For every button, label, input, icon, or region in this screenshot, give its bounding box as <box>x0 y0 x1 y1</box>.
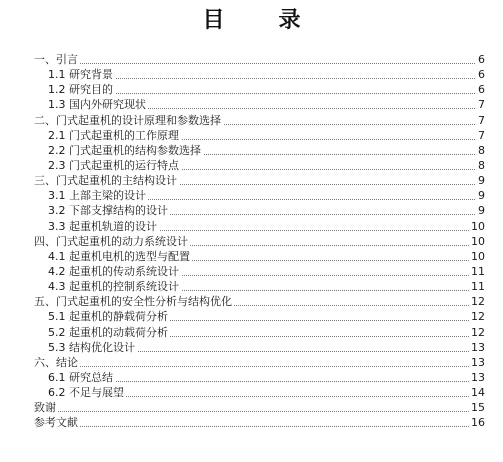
toc-entry-page-number: 6 <box>478 68 485 82</box>
toc-entry-label: 三、门式起重机的主结构设计 <box>34 174 177 188</box>
toc-entry-label: 3.2 下部支撑结构的设计 <box>48 204 168 218</box>
toc-entry[interactable] <box>0 415 503 430</box>
toc-entry-label: 5.1 起重机的静载荷分析 <box>48 310 168 324</box>
toc-entry-label: 3.3 起重机轨道的设计 <box>48 219 157 233</box>
toc-entry[interactable] <box>0 385 503 400</box>
toc-entry-page-number: 10 <box>471 234 485 248</box>
toc-entry-label: 四、门式起重机的动力系统设计 <box>34 234 188 248</box>
toc-entry-page-number: 11 <box>471 280 485 294</box>
toc-entry-label: 5.2 起重机的动载荷分析 <box>48 325 168 339</box>
toc-entry-label: 1.1 研究背景 <box>48 68 113 82</box>
toc-entry-page-number: 9 <box>478 204 485 218</box>
toc-entry[interactable] <box>0 400 503 415</box>
toc-entry-label: 二、门式起重机的设计原理和参数选择 <box>34 113 221 127</box>
toc-entry-page-number: 13 <box>471 370 485 384</box>
toc-entry[interactable] <box>0 340 503 355</box>
toc-entry-page-number: 11 <box>471 264 485 278</box>
toc-entry-page-number: 10 <box>471 249 485 263</box>
toc-entry-label: 六、结论 <box>34 355 78 369</box>
toc-entry[interactable] <box>0 234 503 249</box>
toc-entry-label: 2.3 门式起重机的运行特点 <box>48 158 179 172</box>
toc-entry[interactable] <box>0 188 503 203</box>
toc-entry-page-number: 13 <box>471 340 485 354</box>
toc-entry-label: 4.2 起重机的传动系统设计 <box>48 264 179 278</box>
toc-entry[interactable] <box>0 128 503 143</box>
toc-entry-label: 一、引言 <box>34 53 78 66</box>
toc-entry-page-number: 7 <box>478 128 485 142</box>
toc-entry-page-number: 13 <box>471 355 485 369</box>
toc-entry-label: 5.3 结构优化设计 <box>48 340 135 354</box>
toc-entry-label: 6.1 研究总结 <box>48 370 113 384</box>
toc-entry-label: 1.2 研究目的 <box>48 83 113 97</box>
toc-entry[interactable] <box>0 143 503 158</box>
toc-entry[interactable] <box>0 294 503 309</box>
toc-entry-label: 2.2 门式起重机的结构参数选择 <box>48 143 201 157</box>
toc-entry[interactable] <box>0 309 503 324</box>
toc-entry-page-number: 8 <box>478 158 485 172</box>
toc-entry-label: 1.3 国内外研究现状 <box>48 98 146 112</box>
toc-entry[interactable] <box>0 249 503 264</box>
toc-entry-page-number: 14 <box>471 386 485 400</box>
toc-entry[interactable] <box>0 219 503 234</box>
dot-leader <box>34 400 483 412</box>
toc-entry-label: 致谢 <box>34 401 56 415</box>
toc-entry-page-number: 16 <box>471 416 485 430</box>
toc-entry-label: 6.2 不足与展望 <box>48 386 124 400</box>
toc-entry-label: 五、门式起重机的安全性分析与结构优化 <box>34 295 232 309</box>
toc-entry[interactable] <box>0 97 503 112</box>
toc-entry[interactable] <box>0 325 503 340</box>
toc-entry-page-number: 6 <box>478 53 485 66</box>
toc-entry-page-number: 7 <box>478 113 485 127</box>
toc-entry-page-number: 9 <box>478 189 485 203</box>
toc-entry[interactable] <box>0 203 503 218</box>
toc-entry[interactable] <box>0 279 503 294</box>
toc-entry-page-number: 10 <box>471 219 485 233</box>
toc-entry[interactable] <box>0 173 503 188</box>
toc-list <box>0 52 503 431</box>
dot-leader <box>34 52 483 64</box>
toc-entry-label: 2.1 门式起重机的工作原理 <box>48 128 179 142</box>
toc-entry-page-number: 12 <box>471 325 485 339</box>
toc-entry-label: 4.3 起重机的控制系统设计 <box>48 280 179 294</box>
toc-entry-page-number: 12 <box>471 295 485 309</box>
toc-entry[interactable] <box>0 355 503 370</box>
toc-entry-page-number: 6 <box>478 83 485 97</box>
toc-entry[interactable] <box>0 264 503 279</box>
toc-entry-page-number: 15 <box>471 401 485 415</box>
toc-entry-page-number: 9 <box>478 174 485 188</box>
toc-entry-label: 3.1 上部主梁的设计 <box>48 189 146 203</box>
toc-entry[interactable] <box>0 158 503 173</box>
toc-entry[interactable] <box>0 113 503 128</box>
toc-entry-page-number: 7 <box>478 98 485 112</box>
toc-entry[interactable] <box>0 370 503 385</box>
toc-entry-page-number: 12 <box>471 310 485 324</box>
toc-entry-page-number: 8 <box>478 143 485 157</box>
toc-entry[interactable] <box>0 52 503 67</box>
dot-leader <box>34 415 483 427</box>
toc-entry-label: 参考文献 <box>34 416 78 430</box>
toc-entry-label: 4.1 起重机电机的选型与配置 <box>48 249 190 263</box>
dot-leader <box>34 355 483 367</box>
toc-title: 目 录 <box>202 7 317 33</box>
toc-entry[interactable] <box>0 82 503 97</box>
toc-entry[interactable] <box>0 67 503 82</box>
